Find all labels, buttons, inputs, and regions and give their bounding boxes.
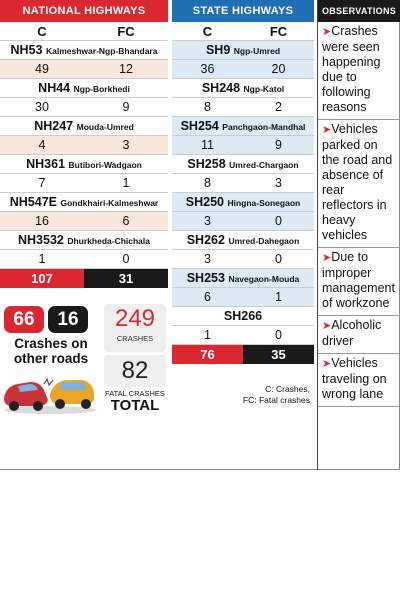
nh-road-code: NH547E — [9, 195, 57, 209]
sh-road-crashes: 8 — [204, 100, 211, 114]
total-crashes-value: 249 — [114, 305, 156, 332]
observation-text: Due to improper management of workzone — [322, 250, 395, 310]
nh-road-fatal: 0 — [122, 252, 130, 266]
sh-road-crashes: 8 — [204, 176, 211, 190]
legend-line-2: FC: Fatal crashes — [242, 395, 310, 405]
national-highways-header: NATIONAL HIGHWAYS — [0, 0, 168, 22]
sh-road-code: SH266 — [223, 309, 263, 323]
nh-road-values — [0, 212, 168, 231]
arrow-icon: ➤ — [322, 252, 332, 264]
arrow-icon: ➤ — [322, 26, 332, 38]
state-totals — [172, 345, 314, 364]
nh-road-code: NH44 — [38, 81, 71, 95]
nh-road-crashes: 49 — [35, 62, 49, 76]
nh-road-route: Mouda-Umred — [76, 122, 134, 132]
observation-item — [318, 354, 400, 407]
observation-text: Alcoholic driver — [322, 318, 382, 348]
total-label: TOTAL — [110, 397, 160, 414]
state-total-crashes: 76 — [172, 345, 243, 364]
sh-road-code: SH248 — [201, 81, 241, 95]
observation-text: Vehicles parked on the road and absence of rear reflectors in heavy vehicles — [322, 122, 393, 242]
nh-road-values — [0, 250, 168, 269]
nh-road-values — [0, 136, 168, 155]
total-fatal-value: 82 — [121, 357, 149, 384]
sh-road-route: Navegaon-Mouda — [228, 274, 300, 284]
nh-road-code: NH3532 — [17, 233, 64, 247]
sh-road-route: Umred-Chargaon — [229, 160, 299, 170]
sh-road-code: SH258 — [187, 157, 226, 171]
nh-road-route: Ngp-Borkhedi — [73, 84, 130, 94]
nh-road-values — [0, 174, 168, 193]
national-highways-table — [0, 0, 168, 288]
sh-road-code: SH9 — [205, 43, 231, 57]
observation-item — [318, 120, 400, 248]
nh-road-fatal: 9 — [122, 100, 130, 114]
state-total-fatal: 35 — [243, 345, 314, 364]
state-col-fc: FC — [269, 24, 288, 39]
state-col-c: C — [202, 24, 213, 39]
sh-road-crashes: 1 — [204, 328, 211, 342]
sh-road-crashes: 3 — [204, 252, 211, 266]
nh-road-crashes: 7 — [38, 176, 46, 190]
nh-road-crashes: 16 — [35, 214, 49, 228]
national-column-headers — [0, 22, 168, 41]
nh-road-route: Dhurkheda-Chichala — [67, 236, 150, 246]
nh-road-values — [0, 98, 168, 117]
sh-road-route: Hingna-Sonegaon — [227, 198, 301, 208]
total-block — [104, 304, 166, 413]
observation-item — [318, 248, 400, 316]
observation-item — [318, 316, 400, 354]
national-total-fatal: 31 — [84, 269, 168, 288]
arrow-icon: ➤ — [322, 358, 332, 370]
nh-road-code: NH247 — [34, 119, 74, 133]
sh-road-route: Ngp-Katol — [243, 84, 285, 94]
nh-road-fatal: 1 — [122, 176, 130, 190]
nh-road-code: NH361 — [26, 157, 66, 171]
sh-road-crashes: 36 — [200, 62, 215, 76]
observation-text: Vehicles traveling on wrong lane — [322, 356, 387, 401]
other-roads-crashes: 66 — [4, 306, 44, 333]
sh-road-fatal: 0 — [275, 252, 282, 266]
sh-road-crashes: 11 — [201, 138, 214, 152]
nh-road-name — [0, 231, 168, 250]
sh-road-name — [172, 231, 314, 250]
sh-road-fatal: 1 — [275, 290, 282, 304]
nh-road-route: Butibori-Wadgaon — [68, 160, 142, 170]
total-crashes-label: CRASHES — [116, 334, 154, 343]
nh-road-crashes: 4 — [38, 138, 46, 152]
sh-road-name — [172, 193, 314, 212]
sh-road-name — [172, 117, 314, 136]
total-fatal-box — [104, 355, 166, 387]
national-col-c: C — [37, 24, 47, 39]
sh-road-values — [172, 326, 314, 345]
state-column-headers — [172, 22, 314, 41]
nh-road-name — [0, 117, 168, 136]
observation-item — [318, 22, 400, 120]
national-total-crashes: 107 — [0, 269, 84, 288]
sh-road-code: SH262 — [186, 233, 225, 247]
observations-header: OBSERVATIONS — [318, 0, 400, 22]
nh-road-values — [0, 60, 168, 79]
sh-road-name — [172, 41, 314, 60]
arrow-icon: ➤ — [322, 124, 332, 136]
car-crash-illustration — [0, 360, 100, 415]
national-totals — [0, 269, 168, 288]
sh-road-values — [172, 136, 314, 155]
nh-road-code: NH53 — [10, 43, 43, 57]
sh-road-fatal: 0 — [275, 214, 282, 228]
sh-road-name — [172, 79, 314, 98]
sh-road-values — [172, 212, 314, 231]
other-roads-fatal: 16 — [48, 306, 88, 333]
nh-road-fatal: 6 — [122, 214, 130, 228]
sh-road-route: Umred-Dahegaon — [228, 236, 300, 246]
nh-road-fatal: 3 — [122, 138, 130, 152]
sh-road-code: SH250 — [185, 195, 224, 209]
state-highways-header: STATE HIGHWAYS — [172, 0, 314, 22]
sh-road-name — [172, 307, 314, 326]
nh-road-name — [0, 79, 168, 98]
observation-text: Crashes were seen happening due to following reasons — [322, 24, 381, 114]
nh-road-fatal: 12 — [119, 62, 133, 76]
sh-road-values — [172, 174, 314, 193]
nh-road-crashes: 30 — [35, 100, 49, 114]
nh-road-route: Gondkhairi-Kalmeshwar — [60, 198, 159, 208]
nh-road-crashes: 1 — [38, 252, 46, 266]
sh-road-fatal: 20 — [271, 62, 286, 76]
state-highways-table — [172, 0, 314, 364]
other-roads-label: Crashes on other roads — [13, 336, 89, 366]
sh-road-route: Ngp-Umred — [233, 46, 281, 56]
sh-road-fatal: 9 — [275, 138, 282, 152]
sh-road-crashes: 6 — [204, 290, 211, 304]
sh-road-values — [172, 60, 314, 79]
sh-road-values — [172, 288, 314, 307]
other-roads-block — [4, 306, 98, 366]
nh-road-name — [0, 155, 168, 174]
arrow-icon: ➤ — [322, 320, 332, 332]
sh-road-fatal: 0 — [275, 328, 282, 342]
sh-road-values — [172, 250, 314, 269]
national-col-fc: FC — [117, 24, 135, 39]
sh-road-fatal: 2 — [275, 100, 282, 114]
nh-road-name — [0, 41, 168, 60]
sh-road-name — [172, 269, 314, 288]
sh-road-code: SH254 — [180, 119, 219, 133]
nh-road-route: Kalmeshwar-Ngp-Bhandara — [45, 46, 158, 56]
nh-road-name — [0, 193, 168, 212]
total-crashes-box — [104, 304, 166, 352]
sh-road-code: SH253 — [186, 271, 225, 285]
sh-road-route: Panchgaon-Mandhal — [222, 122, 306, 132]
legend-line-1: C: Crashes, — [265, 384, 310, 394]
sh-road-values — [172, 98, 314, 117]
legend — [172, 384, 314, 406]
observations-panel — [317, 0, 400, 470]
sh-road-name — [172, 155, 314, 174]
sh-road-crashes: 3 — [204, 214, 211, 228]
total-fatal-label: FATAL CRASHES — [105, 389, 165, 398]
sh-road-fatal: 3 — [275, 176, 282, 190]
